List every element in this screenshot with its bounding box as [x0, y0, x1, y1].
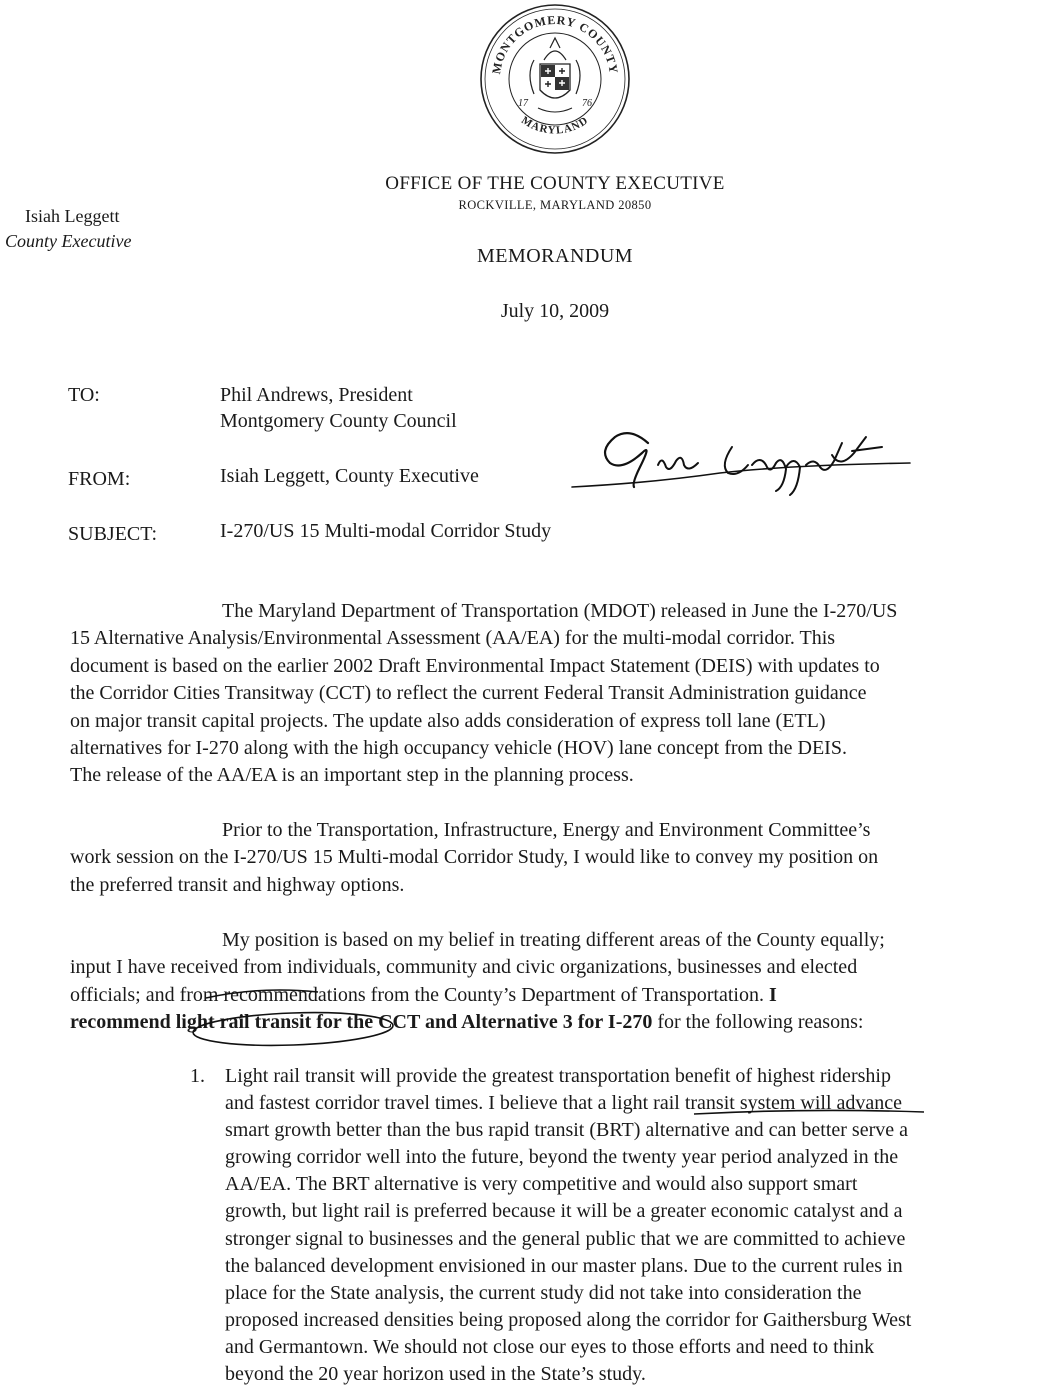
to-recipient-org: Montgomery County Council: [220, 410, 457, 432]
paragraph-1: [70, 598, 1050, 790]
list-line: smart growth better than the bus rapid transit (BRT) alternative and can better serve a: [225, 1119, 908, 1142]
to-recipient-name: Phil Andrews, President: [220, 384, 413, 406]
recommendation-bold: recommend light rail transit for the CCT and Alternative 3 for I-270: [70, 1011, 653, 1034]
paragraph-line: the preferred transit and highway options.: [70, 873, 405, 896]
paragraph-line: My position is based on my belief in treating different areas of the County equally;: [222, 929, 885, 951]
paragraph-line: The release of the AA/EA is an important step in the planning process.: [70, 764, 634, 787]
list-line: and Germantown. We should not close our eyes to those efforts and need to think: [225, 1335, 875, 1358]
from-value: Isiah Leggett, County Executive: [220, 465, 479, 487]
office-city: ROCKVILLE, MARYLAND 20850: [458, 198, 652, 212]
list-line: proposed increased densities being proposed along the corridor for Gaithersburg West: [225, 1308, 912, 1331]
list-line: growth, but light rail is preferred because it will be a greater economic catalyst and a: [225, 1200, 903, 1223]
to-label: TO:: [68, 384, 100, 406]
subject-value: I-270/US 15 Multi-modal Corridor Study: [220, 520, 552, 542]
signature: [570, 425, 920, 500]
svg-text:MARYLAND: MARYLAND: [519, 114, 591, 137]
paragraph-line: Prior to the Transportation, Infrastructure, Energy and Environment Committee’s: [222, 819, 871, 841]
list-line: place for the State analysis, the current study did not take into consideration the: [225, 1281, 862, 1304]
paragraph-line: on major transit capital projects. The update also adds consideration of express toll lane (ETL): [70, 709, 826, 732]
list-line: stronger signal to businesses and the general public that we are committed to achieve: [225, 1227, 906, 1250]
memo-heading: MEMORANDUM: [476, 245, 634, 267]
list-line: AA/EA. The BRT alternative is very competitive and would also support smart: [225, 1173, 858, 1196]
paragraph-2: [70, 817, 1050, 899]
subject-label: SUBJECT:: [68, 523, 158, 545]
executive-name: Isiah Leggett: [25, 206, 120, 226]
list-line: the balanced development envisioned in our master plans. Due to the current rules in: [225, 1254, 903, 1277]
paragraph-text: officials; and from recommendations from the County’s Department of Transportation.: [70, 983, 769, 1006]
recommendation-bold: I: [768, 983, 777, 1006]
list-item-1: [225, 1063, 1050, 1388]
paragraph-line: the Corridor Cities Transitway (CCT) to reflect the current Federal Transit Administration guidance: [70, 682, 867, 705]
paragraph-text: for the following reasons:: [652, 1011, 864, 1034]
paragraph-line: 15 Alternative Analysis/Environmental Assessment (AA/EA) for the multi-modal corridor. This: [70, 627, 836, 650]
from-label: FROM:: [68, 468, 131, 490]
svg-text:17: 17: [518, 98, 528, 109]
list-item-number: 1.: [190, 1065, 205, 1087]
paragraph-line: [70, 1009, 1050, 1036]
svg-text:76: 76: [582, 98, 592, 109]
list-line: beyond the 20 year horizon used in the State’s study.: [225, 1363, 646, 1386]
paragraph-line: document is based on the earlier 2002 Draft Environmental Impact Statement (DEIS) with updates to: [70, 654, 880, 677]
list-line: growing corridor well into the future, beyond the twenty year period analyzed in the: [225, 1146, 899, 1169]
paragraph-line: The Maryland Department of Transportation (MDOT) released in June the I-270/US: [222, 600, 898, 622]
office-name: OFFICE OF THE COUNTY EXECUTIVE: [385, 173, 725, 194]
list-line: Light rail transit will provide the greatest transportation benefit of highest ridership: [225, 1065, 891, 1087]
paragraph-line: [70, 982, 1050, 1009]
paragraph-3: [70, 927, 1050, 1037]
executive-title: County Executive: [5, 231, 132, 251]
county-seal: [478, 2, 632, 156]
svg-text:MONTGOMERY COUNTY: MONTGOMERY COUNTY: [489, 12, 621, 76]
list-line: and fastest corridor travel times. I believe that a light rail transit system will advance: [225, 1092, 903, 1115]
memo-date: July 10, 2009: [500, 300, 610, 322]
paragraph-line: input I have received from individuals, community and civic organizations, businesses and elected: [70, 956, 858, 979]
paragraph-line: work session on the I-270/US 15 Multi-modal Corridor Study, I would like to convey my position on: [70, 846, 879, 869]
paragraph-line: alternatives for I-270 along with the high occupancy vehicle (HOV) lane concept from the DEIS.: [70, 737, 847, 760]
